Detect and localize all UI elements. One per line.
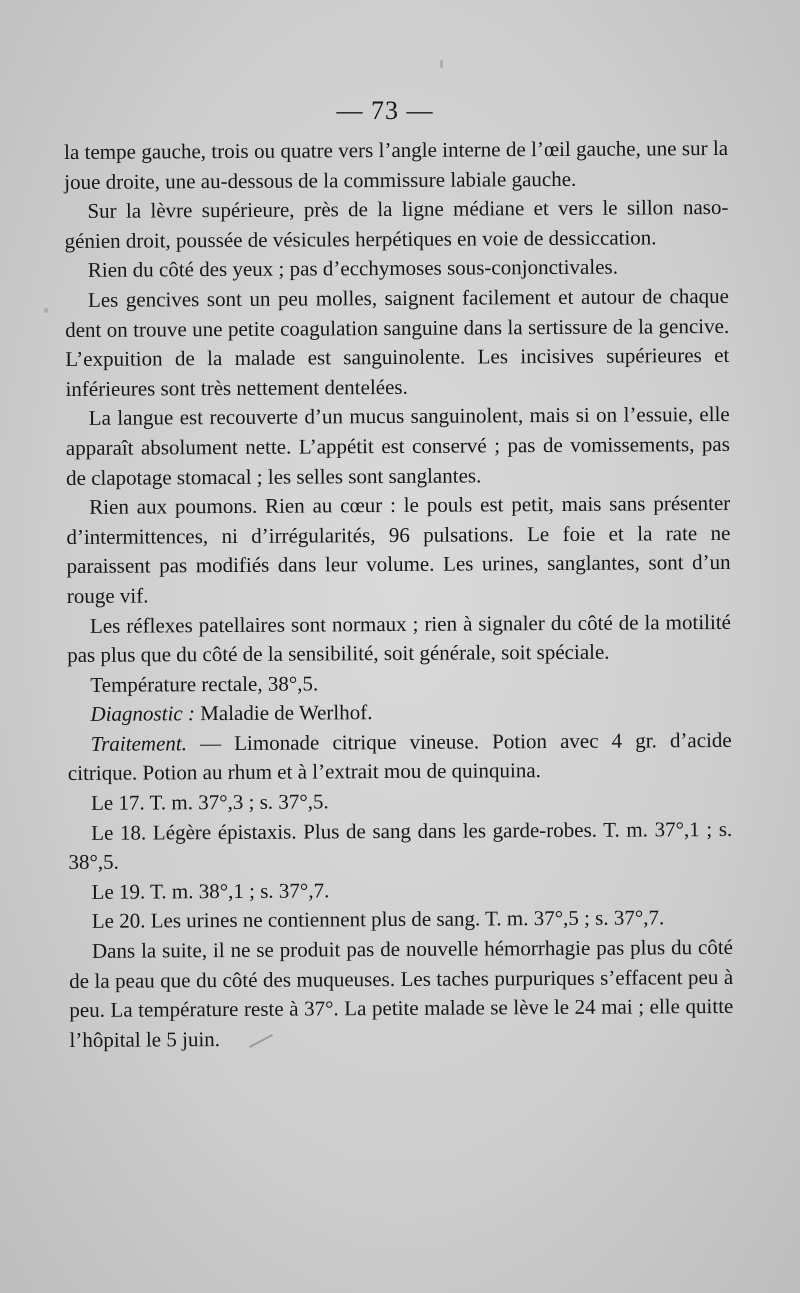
page-number: — 73 —	[336, 96, 434, 125]
diagnostic-text: Maladie de Werlhof.	[200, 700, 373, 726]
paper-speck	[44, 308, 48, 313]
diagnostic-label: Diagnostic :	[90, 701, 195, 727]
paragraph: La langue est recouverte d’un mucus sanguinolent, mais si on l’essuie, elle apparaît absolument nette. L’appétit est conservé ; pas de vomissements, pas de clapotage stomacal ; les selles sont sanglantes.	[65, 402, 730, 490]
followup-paragraph: Le 20. Les urines ne contiennent plus de sang. T. m. 37°,5 ; s. 37°,7.	[91, 905, 665, 934]
paragraph: Les réflexes patellaires sont normaux ; rien à signaler du côté de la motilité pas plus que du côté de la sensibilité, soit générale, soit spéciale.	[67, 609, 732, 668]
treatment-label: Traitement.	[90, 731, 188, 756]
paragraph: Les gencives sont un peu molles, saignent facilement et autour de chaque dent on trouve une petite coagulation sanguine dans la sertissure de la gencive. L’expuition de la malade est sanguinolente. Les incisives supérieures et inférieures sont très nettement dentelées.	[65, 283, 730, 401]
followup-paragraph: Le 17. T. m. 37°,3 ; s. 37°,5.	[90, 789, 329, 815]
paragraph: Rien du côté des yeux ; pas d’ecchymoses sous-conjonctivales.	[87, 254, 618, 283]
paragraph: Rien aux poumons. Rien au cœur : le pouls est petit, mais sans présenter d’intermittences, ni d’irrégularités, 96 pulsations. Le foie et la rate ne paraissent pas modifiés dans leur volume. Les urines, sanglantes, sont d’un rouge vif.	[66, 491, 731, 608]
paragraph: Sur la lèvre supérieure, près de la ligne médiane et vers le sillon naso-génien droit, poussée de vésicules herpétiques en voie de dessiccation.	[64, 195, 729, 253]
body-text	[64, 134, 734, 1055]
followup-paragraph: Le 19. T. m. 38°,1 ; s. 37°,7.	[91, 878, 330, 904]
paragraph: Température rectale, 38°,5.	[90, 671, 319, 697]
paper-speck	[440, 60, 443, 68]
followup-paragraph: Le 18. Légère épistaxis. Plus de sang dans les garde-robes. T. m. 37°,1 ; s. 38°,5.	[68, 816, 733, 875]
treatment-paragraph	[68, 726, 732, 789]
paragraph: la tempe gauche, trois ou quatre vers l’angle interne de l’œil gauche, une sur la joue droite, une au-dessous de la commissure labiale gauche.	[64, 135, 729, 194]
diagnostic-paragraph	[67, 696, 731, 730]
treatment-text: — Limonade citrique vineuse. Potion avec 4 gr. d’acide citrique. Potion au rhum et à l’extrait mou de quinquina.	[67, 727, 732, 786]
followup-paragraph: Dans la suite, il ne se produit pas de nouvelle hémorrhagie pas plus du côté de la peau que du côté des muqueuses. Les taches purpuriques s’effacent peu à peu. La température reste à 37°. La petite malade se lève le 24 mai ; elle quitte l’hôpital le 5 juin.	[69, 934, 734, 1052]
